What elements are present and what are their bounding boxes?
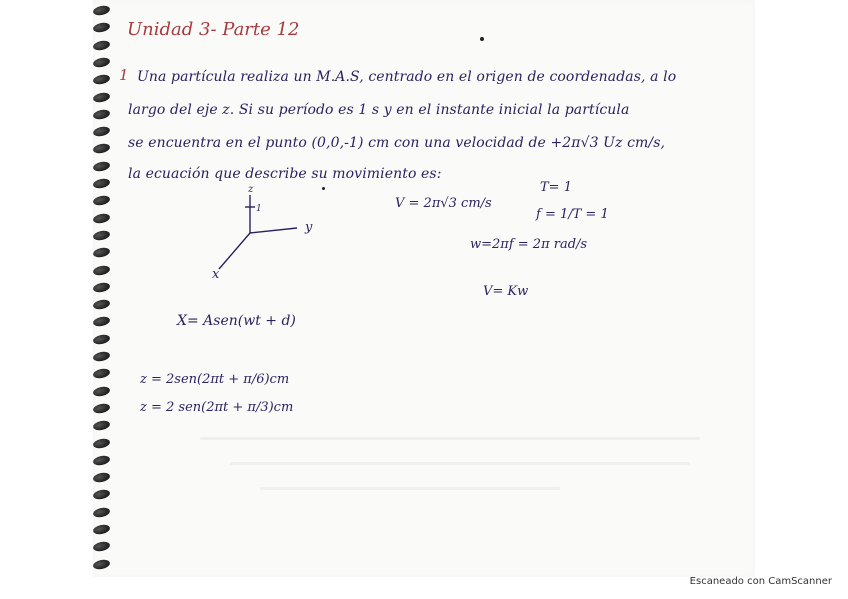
binding-ring [92, 385, 110, 397]
z-axis-label: z [248, 184, 254, 195]
spiral-binding [93, 6, 113, 576]
z-axis-tick-label: 1 [256, 204, 262, 214]
bleed-through-mark [200, 437, 700, 440]
problem-line-3: se encuentra en el punto (0,0,-1) cm con una velocidad de +2π√3 Uz cm/s, [128, 135, 666, 151]
page-title: Unidad 3- Parte 12 [127, 19, 300, 40]
binding-ring [92, 506, 110, 518]
problem-line-4: la ecuación que describe su movimiento es: [128, 166, 442, 182]
y-axis-label: y [305, 220, 313, 235]
binding-ring [92, 91, 110, 103]
angular-frequency-value: w=2πf = 2π rad/s [470, 237, 588, 252]
binding-ring [92, 368, 110, 380]
binding-ring [92, 454, 110, 466]
binding-ring [92, 195, 110, 207]
bleed-through-mark [260, 487, 560, 490]
binding-ring [92, 333, 110, 345]
binding-ring [92, 298, 110, 310]
problem-line-2: largo del eje z. Si su período es 1 s y en el instante inicial la partícula [128, 102, 630, 118]
general-equation: X= Asen(wt + d) [177, 313, 296, 329]
binding-ring [92, 56, 110, 68]
binding-ring [92, 541, 110, 553]
problem-number: 1 [119, 66, 129, 84]
x-axis-label: x [212, 267, 220, 282]
binding-ring [92, 108, 110, 120]
binding-ring [92, 74, 110, 86]
binding-ring [92, 264, 110, 276]
frequency-value: f = 1/T = 1 [536, 207, 609, 222]
velocity-relation: V= Kw [483, 284, 529, 299]
coordinate-axes-sketch [205, 185, 325, 285]
binding-ring [92, 558, 110, 570]
velocity-value: V = 2π√3 cm/s [395, 196, 492, 211]
binding-ring [92, 125, 110, 137]
binding-ring [92, 523, 110, 535]
binding-ring [92, 229, 110, 241]
binding-ring [92, 160, 110, 172]
binding-ring [92, 4, 110, 16]
binding-ring [92, 350, 110, 362]
ink-dot [480, 37, 484, 41]
binding-ring [92, 489, 110, 501]
binding-ring [92, 177, 110, 189]
binding-ring [92, 143, 110, 155]
y-axis [250, 228, 297, 233]
period-value: T= 1 [540, 180, 572, 195]
answer-equation-1: z = 2sen(2πt + π/6)cm [140, 372, 290, 387]
problem-line-1: Una partícula realiza un M.A.S, centrado en el origen de coordenadas, a lo [137, 69, 677, 85]
bleed-through-mark [230, 462, 690, 465]
binding-ring [92, 420, 110, 432]
binding-ring [92, 247, 110, 259]
notebook-page [93, 0, 755, 577]
answer-equation-2: z = 2 sen(2πt + π/3)cm [140, 400, 294, 415]
binding-ring [92, 212, 110, 224]
binding-ring [92, 316, 110, 328]
binding-ring [92, 402, 110, 414]
binding-ring [92, 281, 110, 293]
scanner-watermark: Escaneado con CamScanner [689, 576, 832, 587]
binding-ring [92, 437, 110, 449]
x-axis [219, 233, 250, 269]
binding-ring [92, 39, 110, 51]
binding-ring [92, 471, 110, 483]
binding-ring [92, 22, 110, 34]
